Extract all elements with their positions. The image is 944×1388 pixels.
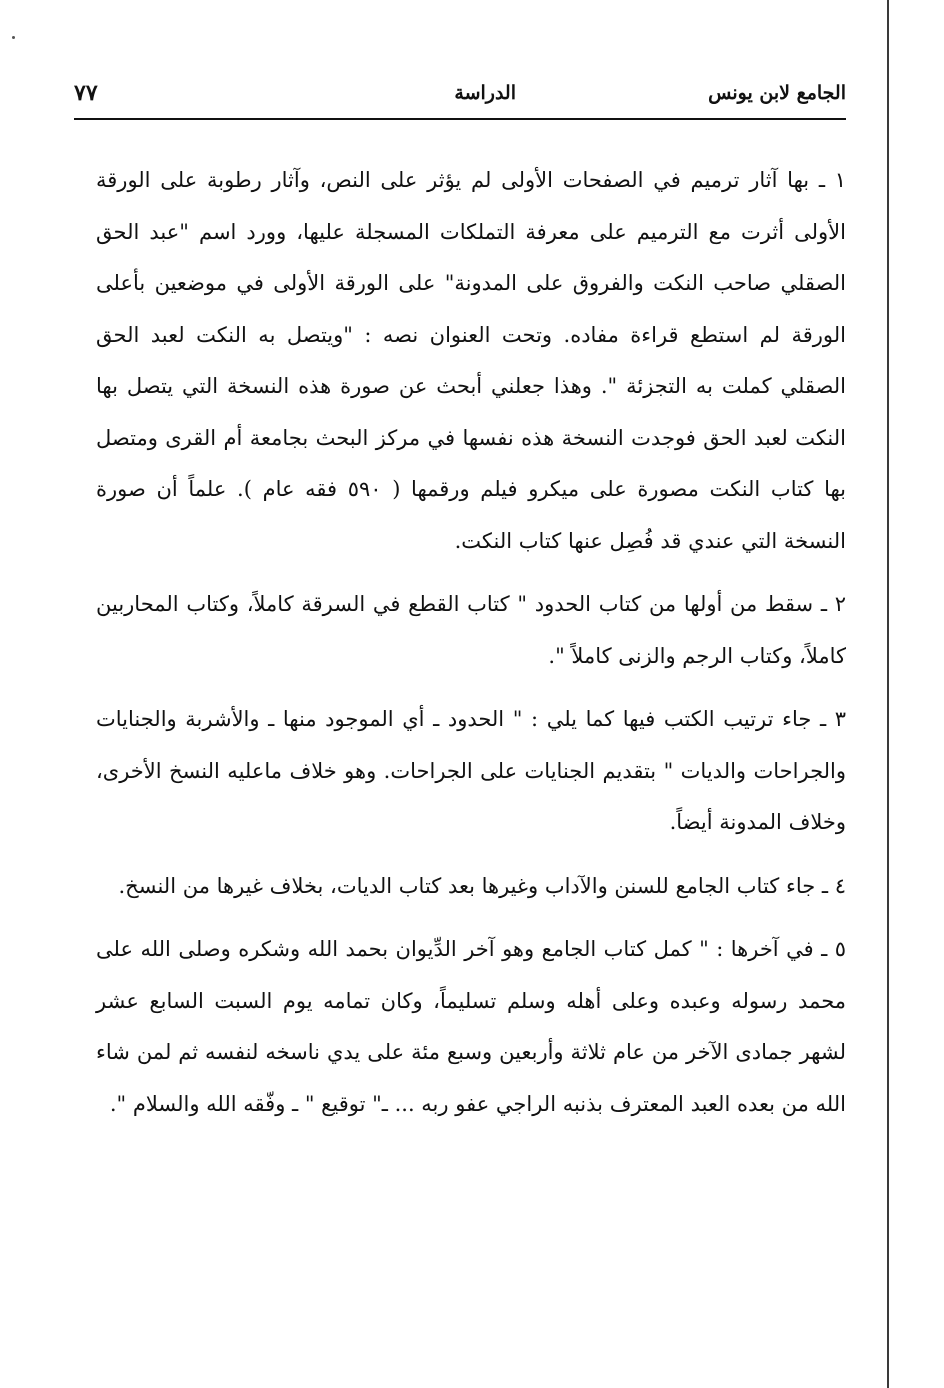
paragraph-4: ٤ ـ جاء كتاب الجامع للسنن والآداب وغيرها بعد كتاب الديات، بخلاف غيرها من النسخ. — [118, 873, 846, 898]
header-rule — [74, 118, 846, 120]
scan-speck — [12, 36, 15, 39]
book-title: الجامع لابن يونس — [708, 82, 846, 104]
paragraph-3: ٣ ـ جاء ترتيب الكتب فيها كما يلي : " الحدود ـ أي الموجود منها ـ والأشربة والجنايات والجراحات والديات " بتقديم الجنايات على الجراحات. وهو خلاف ماعليه النسخ الأخرى، وخلاف المدونة أيضاً. — [96, 707, 847, 834]
paragraph-2: ٢ ـ سقط من أولها من كتاب الحدود " كتاب القطع في السرقة كاملاً، وكتاب المحاربين كاملاً، وكتاب الرجم والزنى كاملاً ". — [96, 592, 846, 668]
page-body — [96, 155, 846, 1142]
page-edge-line — [887, 0, 889, 1388]
page-number: ٧٧ — [74, 80, 98, 106]
paragraph-1: ١ ـ بها آثار ترميم في الصفحات الأولى لم يؤثر على النص، وآثار رطوبة على الورقة الأولى أثرت مع الترميم على معرفة التملكات المسجلة عليها، وورد اسم "عبد الحق الصقلي صاحب النكت والفروق على المدونة" على الورقة الأولى في موضعين بأعلى الورقة لم استطع قراءة مفاده. وتحت العنوان نصه : "ويتصل به النكت لعبد الحق الصقلي كملت به التجزئة ". وهذا جعلني أبحث عن صورة هذه النسخة التي يتصل بها النكت لعبد الحق فوجدت النسخة هذه نفسها في مركز البحث بجامعة أم القرى ومتصل بها كتاب النكت مصورة على ميكرو فيلم ورقمها ( ٥٩٠ فقه عام ). علماً أن صورة النسخة التي عندي قد فُصِل عنها كتاب النكت. — [96, 168, 846, 553]
section-title: الدراسة — [454, 82, 516, 104]
paragraph-5: ٥ ـ في آخرها : " كمل كتاب الجامع وهو آخر الدِّيوان بحمد الله وشكره وصلى الله على محمد رسوله وعبده وعلى أهله وسلم تسليماً، وكان تمامه يوم السبت السابع عشر لشهر جمادى الآخر من عام ثلاثة وأربعين وسبع مئة على يدي ناسخه لنفسه ثم لمن شاء الله من بعده العبد المعترف بذنبه الراجي عفو ربه ... ـ" توقيع " ـ وفّقه الله والسلام ". — [96, 937, 846, 1116]
running-header — [74, 80, 846, 116]
